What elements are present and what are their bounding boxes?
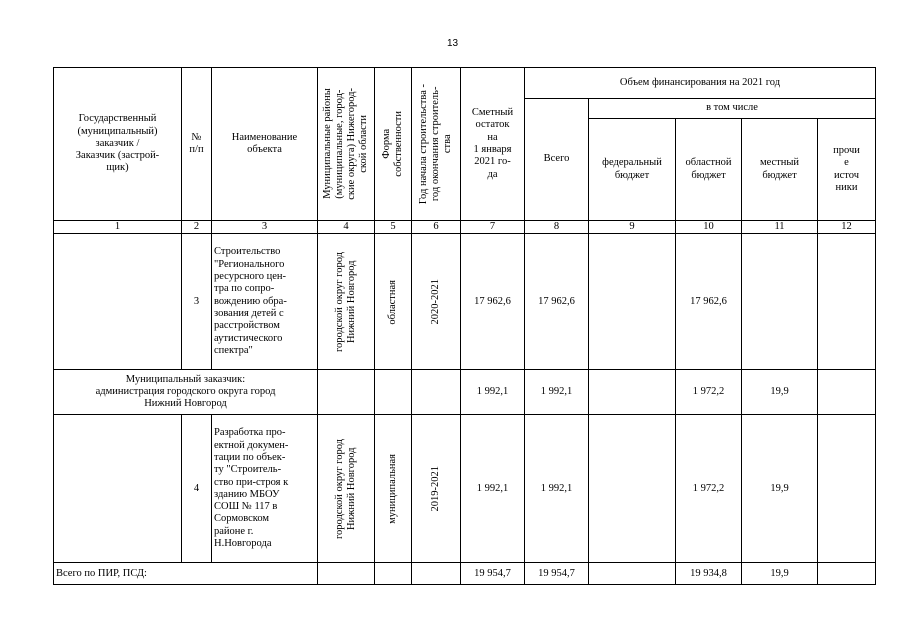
- customer-row-federal: [589, 370, 676, 415]
- row2-district: городской округ город Нижний Новгород: [334, 438, 357, 539]
- header-years: Год начала строительства - год окончания строитель- ства: [418, 83, 453, 205]
- header-financing: Объем финансирования на 2021 год: [525, 68, 876, 99]
- row1-district-cell: [318, 234, 375, 370]
- customer-row-label: Муниципальный заказчик: администрация городского округа город Нижний Новгород: [54, 370, 318, 415]
- row1-federal: [589, 234, 676, 370]
- row2-years-cell: [412, 415, 461, 563]
- header-num: № п/п: [182, 68, 212, 221]
- total-row: [54, 563, 876, 585]
- header-local: местный бюджет: [742, 119, 818, 221]
- header-ownership-cell: [375, 68, 412, 221]
- row1-customer: [54, 234, 182, 370]
- row1-ownership-cell: [375, 234, 412, 370]
- row2-district-cell: [318, 415, 375, 563]
- customer-row-district: [318, 370, 375, 415]
- col-number: 10: [676, 221, 742, 234]
- header-districts: Муниципальные районы (муниципальные, город- ские округа) Нижегород- ской области: [322, 88, 369, 200]
- total-row-district: [318, 563, 375, 585]
- total-row-label: Всего по ПИР, ПСД:: [54, 563, 318, 585]
- row1-num: 3: [182, 234, 212, 370]
- table-row: [54, 370, 876, 415]
- row2-ownership: муниципальная: [387, 453, 398, 524]
- total-row-other: [818, 563, 876, 585]
- row1-regional: 17 962,6: [676, 234, 742, 370]
- header-estimate: Сметный остаток на 1 января 2021 го- да: [461, 68, 525, 221]
- col-number: 5: [375, 221, 412, 234]
- row2-object-name: Разработка про- ектной докумен- тации по объек- ту "Строитель- ство при-строя к зданию МБОУ СОШ № 117 в Сормовском районе г. Н.Новгорода: [212, 415, 318, 563]
- col-number: 12: [818, 221, 876, 234]
- row2-years: 2019-2021: [430, 466, 441, 512]
- customer-row-regional: 1 972,2: [676, 370, 742, 415]
- table-row: [54, 234, 876, 370]
- customer-row-local: 19,9: [742, 370, 818, 415]
- total-row-estimate: 19 954,7: [461, 563, 525, 585]
- header-object-name: Наименование объекта: [212, 68, 318, 221]
- row2-regional: 1 972,2: [676, 415, 742, 563]
- customer-row-ownership: [375, 370, 412, 415]
- row1-estimate: 17 962,6: [461, 234, 525, 370]
- row1-local: [742, 234, 818, 370]
- total-row-total: 19 954,7: [525, 563, 589, 585]
- row1-years: 2020-2021: [430, 279, 441, 325]
- header-including: в том числе: [589, 99, 876, 119]
- row1-total: 17 962,6: [525, 234, 589, 370]
- header-regional: областной бюджет: [676, 119, 742, 221]
- customer-row-years: [412, 370, 461, 415]
- row2-customer: [54, 415, 182, 563]
- header-years-cell: [412, 68, 461, 221]
- col-number: 3: [212, 221, 318, 234]
- financing-table: [53, 67, 876, 585]
- header-total: Всего: [525, 99, 589, 221]
- row1-other: [818, 234, 876, 370]
- customer-row-total: 1 992,1: [525, 370, 589, 415]
- row2-local: 19,9: [742, 415, 818, 563]
- row2-total: 1 992,1: [525, 415, 589, 563]
- row2-other: [818, 415, 876, 563]
- column-numbers-row: [54, 221, 876, 234]
- row2-federal: [589, 415, 676, 563]
- total-row-years: [412, 563, 461, 585]
- col-number: 8: [525, 221, 589, 234]
- header-districts-cell: [318, 68, 375, 221]
- total-row-ownership: [375, 563, 412, 585]
- row2-estimate: 1 992,1: [461, 415, 525, 563]
- col-number: 1: [54, 221, 182, 234]
- row1-object-name: Строительство "Регионального ресурсного цен- тра по сопро- вождению обра- зования детей с расстройством аутистического спектра": [212, 234, 318, 370]
- customer-row-other: [818, 370, 876, 415]
- table-row: [54, 415, 876, 563]
- customer-row-estimate: 1 992,1: [461, 370, 525, 415]
- row1-years-cell: [412, 234, 461, 370]
- row1-ownership: областная: [387, 279, 398, 325]
- header-other: прочи е источ ники: [818, 119, 876, 221]
- header-federal: федеральный бюджет: [589, 119, 676, 221]
- total-row-federal: [589, 563, 676, 585]
- row1-district: городской округ город Нижний Новгород: [334, 251, 357, 352]
- col-number: 4: [318, 221, 375, 234]
- row2-ownership-cell: [375, 415, 412, 563]
- col-number: 11: [742, 221, 818, 234]
- header-customer: Государственный (муниципальный) заказчик / Заказчик (застрой- щик): [54, 68, 182, 221]
- header-ownership: Форма собственности: [381, 111, 404, 177]
- total-row-regional: 19 934,8: [676, 563, 742, 585]
- col-number: 6: [412, 221, 461, 234]
- row2-num: 4: [182, 415, 212, 563]
- page-number: 13: [446, 38, 459, 49]
- col-number: 2: [182, 221, 212, 234]
- col-number: 9: [589, 221, 676, 234]
- col-number: 7: [461, 221, 525, 234]
- total-row-local: 19,9: [742, 563, 818, 585]
